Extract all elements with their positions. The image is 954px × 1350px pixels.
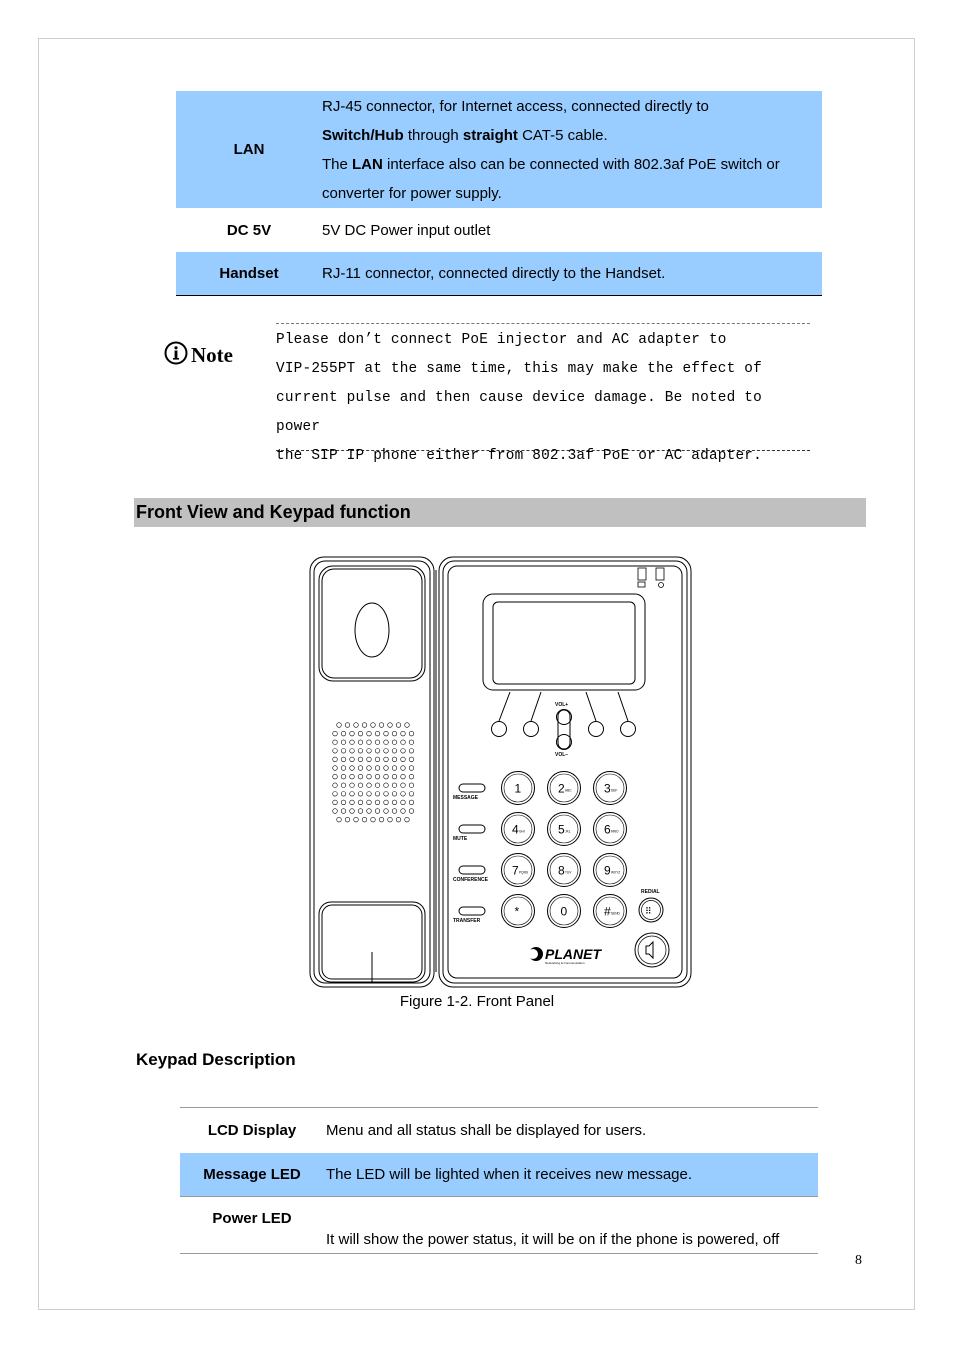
note-line: VIP-255PT at the same time, this may make the effect of bbox=[276, 361, 762, 377]
row-label: DC 5V bbox=[226, 222, 272, 239]
grille-hole bbox=[409, 800, 414, 805]
grille-hole bbox=[341, 757, 346, 762]
dial-key-sub: WXYZ bbox=[611, 870, 621, 875]
function-keys bbox=[453, 784, 489, 924]
grille-hole bbox=[333, 757, 338, 762]
grille-hole bbox=[401, 731, 406, 736]
dial-key-sub: ABC bbox=[565, 788, 572, 793]
grille-hole bbox=[388, 817, 393, 822]
dial-key-label: 0 bbox=[560, 904, 568, 919]
function-key bbox=[459, 784, 485, 792]
grille-hole bbox=[333, 809, 338, 814]
grille-hole bbox=[341, 766, 346, 771]
handset-drawing bbox=[310, 557, 434, 987]
grille-hole bbox=[341, 731, 346, 736]
grille-hole bbox=[358, 757, 363, 762]
table-row bbox=[180, 1108, 818, 1153]
dial-key-label: 3 bbox=[604, 781, 611, 796]
grille-hole bbox=[367, 731, 372, 736]
grille-hole bbox=[354, 817, 359, 822]
grille-hole bbox=[388, 723, 393, 728]
dial-key-label: 8 bbox=[558, 863, 565, 878]
dial-key-label: 2 bbox=[558, 781, 565, 796]
grille-hole bbox=[341, 809, 346, 814]
table-row-handset bbox=[176, 252, 822, 296]
vol-down-label: VOL− bbox=[555, 752, 569, 758]
grille-hole bbox=[375, 774, 380, 779]
grille-hole bbox=[350, 792, 355, 797]
grille-hole bbox=[333, 740, 338, 745]
grille-hole bbox=[375, 809, 380, 814]
grille-hole bbox=[375, 800, 380, 805]
keypad-heading: Keypad Description bbox=[136, 1050, 296, 1069]
lan-line-3 bbox=[322, 150, 822, 179]
dial-key-sub: GHI bbox=[519, 829, 525, 834]
grille-hole bbox=[384, 774, 389, 779]
grille-hole bbox=[392, 783, 397, 788]
note-box bbox=[276, 323, 810, 464]
grille-hole bbox=[392, 766, 397, 771]
grille-hole bbox=[409, 774, 414, 779]
dial-key-sub: SEND bbox=[611, 911, 620, 916]
grille-hole bbox=[384, 731, 389, 736]
grille-hole bbox=[333, 783, 338, 788]
grille-hole bbox=[379, 723, 384, 728]
row-label: Message LED bbox=[180, 1153, 324, 1197]
dial-key-sub: TUV bbox=[565, 870, 572, 875]
dial-key-label: # bbox=[604, 904, 611, 919]
dial-key-label: * bbox=[514, 904, 520, 919]
grille-hole bbox=[396, 817, 401, 822]
lan-line-2 bbox=[322, 121, 822, 150]
grille-hole bbox=[384, 757, 389, 762]
grille-hole bbox=[333, 800, 338, 805]
row-label: Handset bbox=[176, 252, 322, 296]
row-description: It will show the power status, it will be on if the phone is powered, off bbox=[324, 1197, 818, 1254]
row-description: The LED will be lighted when it receives new message. bbox=[324, 1153, 818, 1197]
grille-hole bbox=[379, 817, 384, 822]
row-label: LAN bbox=[176, 91, 322, 209]
grille-hole bbox=[333, 792, 338, 797]
grille-hole bbox=[358, 809, 363, 814]
grille-hole bbox=[350, 809, 355, 814]
grille-hole bbox=[350, 783, 355, 788]
info-icon bbox=[164, 341, 188, 365]
grille-hole bbox=[350, 800, 355, 805]
grille-hole bbox=[341, 740, 346, 745]
grille-hole bbox=[375, 757, 380, 762]
grille-hole bbox=[375, 731, 380, 736]
dial-keypad bbox=[502, 772, 627, 928]
grille-hole bbox=[341, 774, 346, 779]
grille-hole bbox=[409, 749, 414, 754]
grille-hole bbox=[375, 783, 380, 788]
grille-hole bbox=[405, 817, 410, 822]
grille-hole bbox=[375, 766, 380, 771]
brand-sub: Networking & Communication bbox=[545, 961, 585, 965]
grille-hole bbox=[362, 723, 367, 728]
grille-hole bbox=[392, 774, 397, 779]
function-key-label: CONFERENCE bbox=[453, 877, 489, 883]
grille-hole bbox=[341, 783, 346, 788]
grille-hole bbox=[358, 783, 363, 788]
grille-hole bbox=[401, 766, 406, 771]
speaker-button bbox=[635, 933, 669, 967]
grille-hole bbox=[384, 800, 389, 805]
grille-hole bbox=[341, 749, 346, 754]
text: CAT-5 cable. bbox=[517, 126, 608, 144]
grille-hole bbox=[358, 740, 363, 745]
dial-key-label: 7 bbox=[512, 863, 519, 878]
bold-lan: LAN bbox=[352, 155, 383, 173]
grille-hole bbox=[350, 731, 355, 736]
grille-hole bbox=[401, 783, 406, 788]
table-row-dc5v bbox=[176, 209, 822, 253]
grille-hole bbox=[341, 800, 346, 805]
dial-key-sub: JKL bbox=[565, 829, 571, 834]
speaker-icon bbox=[646, 942, 653, 958]
grille-hole bbox=[409, 792, 414, 797]
grille-hole bbox=[358, 749, 363, 754]
grille-hole bbox=[375, 749, 380, 754]
grille-hole bbox=[409, 783, 414, 788]
grille-hole bbox=[405, 723, 410, 728]
grille-hole bbox=[367, 800, 372, 805]
grille-hole bbox=[401, 749, 406, 754]
grille-hole bbox=[384, 783, 389, 788]
lan-line-4: converter for power supply. bbox=[322, 184, 502, 202]
lan-line-1: RJ-45 connector, for Internet access, connected directly to bbox=[322, 97, 709, 115]
grille-hole bbox=[337, 723, 342, 728]
grille-hole bbox=[333, 774, 338, 779]
front-panel-illustration bbox=[300, 552, 700, 992]
grille-hole bbox=[367, 757, 372, 762]
grille-hole bbox=[384, 809, 389, 814]
function-key-label: TRANSFER bbox=[453, 918, 481, 924]
text: through bbox=[403, 126, 463, 144]
table-row bbox=[180, 1153, 818, 1197]
grille-hole bbox=[358, 774, 363, 779]
redial-icon: ⠿ bbox=[645, 906, 652, 916]
grille-hole bbox=[401, 740, 406, 745]
grille-hole bbox=[362, 817, 367, 822]
grille-hole bbox=[367, 766, 372, 771]
lcd-display bbox=[483, 594, 645, 690]
grille-hole bbox=[371, 817, 376, 822]
dial-key-sub: PQRS bbox=[519, 870, 529, 875]
grille-hole bbox=[401, 800, 406, 805]
grille-hole bbox=[350, 749, 355, 754]
grille-hole bbox=[367, 792, 372, 797]
grille-hole bbox=[358, 792, 363, 797]
grille-hole bbox=[409, 809, 414, 814]
figure-caption: Figure 1-2. Front Panel bbox=[399, 993, 555, 1010]
section-heading: Front View and Keypad function bbox=[134, 498, 866, 527]
speaker-grille bbox=[333, 723, 414, 822]
dial-key-label: 4 bbox=[512, 822, 519, 837]
note-line: Please don’t connect PoE injector and AC adapter to bbox=[276, 332, 727, 348]
note-line: current pulse and then cause device damage. Be noted to power bbox=[276, 390, 762, 435]
soft-keys bbox=[492, 692, 636, 750]
grille-hole bbox=[375, 740, 380, 745]
note-text bbox=[276, 324, 810, 471]
grille-hole bbox=[409, 757, 414, 762]
function-key bbox=[459, 907, 485, 915]
brand-logo: PLANET bbox=[545, 946, 601, 962]
grille-hole bbox=[350, 766, 355, 771]
grille-hole bbox=[401, 809, 406, 814]
grille-hole bbox=[392, 749, 397, 754]
function-key-label: MESSAGE bbox=[453, 795, 479, 801]
grille-hole bbox=[401, 774, 406, 779]
table-row bbox=[180, 1197, 818, 1254]
row-description bbox=[322, 91, 822, 209]
grille-hole bbox=[409, 740, 414, 745]
table-row-lan bbox=[176, 91, 822, 209]
grille-hole bbox=[401, 757, 406, 762]
note-label: Note bbox=[191, 343, 233, 367]
grille-hole bbox=[350, 757, 355, 762]
grille-hole bbox=[384, 792, 389, 797]
note-line: the SIP IP phone either from 802.3af PoE or AC adapter. bbox=[276, 448, 762, 464]
dial-key-label: 5 bbox=[558, 822, 565, 837]
grille-hole bbox=[396, 723, 401, 728]
grille-hole bbox=[354, 723, 359, 728]
keypad-table bbox=[180, 1107, 818, 1254]
grille-hole bbox=[345, 817, 350, 822]
grille-hole bbox=[337, 817, 342, 822]
grille-hole bbox=[392, 757, 397, 762]
grille-hole bbox=[392, 809, 397, 814]
grille-hole bbox=[392, 731, 397, 736]
row-label: Power LED bbox=[180, 1197, 324, 1254]
grille-hole bbox=[384, 766, 389, 771]
row-description: RJ-11 connector, connected directly to the Handset. bbox=[322, 252, 822, 296]
row-label: LCD Display bbox=[207, 1121, 297, 1139]
grille-hole bbox=[409, 731, 414, 736]
redial-label: REDIAL bbox=[641, 889, 660, 895]
grille-hole bbox=[350, 774, 355, 779]
text: interface also can be connected with 802.3af PoE switch or bbox=[382, 155, 780, 173]
dial-key-sub: DEF bbox=[611, 788, 618, 793]
grille-hole bbox=[384, 740, 389, 745]
grille-hole bbox=[358, 731, 363, 736]
grille-hole bbox=[358, 766, 363, 771]
dial-key-sub: MNO bbox=[611, 829, 619, 834]
bold-switch-hub: Switch/Hub bbox=[322, 126, 404, 144]
grille-hole bbox=[345, 723, 350, 728]
interface-table bbox=[176, 91, 822, 296]
grille-hole bbox=[409, 766, 414, 771]
grille-hole bbox=[367, 749, 372, 754]
dial-key-label: 6 bbox=[604, 822, 611, 837]
grille-hole bbox=[367, 740, 372, 745]
dial-key-label: 9 bbox=[604, 863, 611, 878]
grille-hole bbox=[350, 740, 355, 745]
grille-hole bbox=[367, 809, 372, 814]
function-key-label: MUTE bbox=[453, 836, 468, 842]
grille-hole bbox=[333, 766, 338, 771]
grille-hole bbox=[367, 783, 372, 788]
grille-hole bbox=[358, 800, 363, 805]
grille-hole bbox=[392, 740, 397, 745]
grille-hole bbox=[341, 792, 346, 797]
grille-hole bbox=[333, 731, 338, 736]
grille-hole bbox=[392, 792, 397, 797]
grille-hole bbox=[367, 774, 372, 779]
vol-up-label: VOL+ bbox=[555, 702, 569, 708]
grille-hole bbox=[392, 800, 397, 805]
grille-hole bbox=[401, 792, 406, 797]
bold-straight: straight bbox=[462, 126, 518, 144]
row-description: 5V DC Power input outlet bbox=[322, 222, 491, 239]
grille-hole bbox=[333, 749, 338, 754]
function-key bbox=[459, 866, 485, 874]
led-indicators bbox=[638, 568, 664, 588]
grille-hole bbox=[384, 749, 389, 754]
function-key bbox=[459, 825, 485, 833]
text: The bbox=[322, 155, 353, 173]
row-description: Menu and all status shall be displayed for users. bbox=[326, 1121, 647, 1139]
dial-key-label: 1 bbox=[514, 781, 522, 796]
grille-hole bbox=[371, 723, 376, 728]
grille-hole bbox=[375, 792, 380, 797]
page-number: 8 bbox=[855, 1253, 862, 1268]
